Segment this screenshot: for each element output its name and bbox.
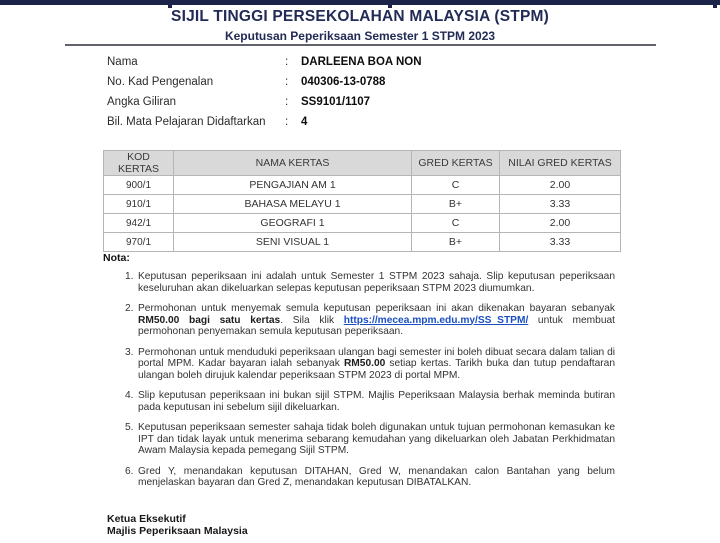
notes-list	[125, 271, 615, 498]
info-value: 040306-13-0788	[301, 76, 386, 88]
note-number: 1.	[125, 271, 134, 282]
note-number: 6.	[125, 465, 134, 477]
cell-kod-kertas: 910/1	[104, 195, 174, 214]
results-table	[103, 150, 621, 252]
note-bold-text: RM50.00 bagi satu kertas	[138, 314, 281, 326]
info-separator: :	[285, 116, 289, 128]
cell-nilai-gred-kertas: 3.33	[500, 233, 621, 252]
cell-nama-kertas: BAHASA MELAYU 1	[174, 195, 412, 214]
info-value: SS9101/1107	[301, 96, 371, 108]
results-table-head	[104, 151, 621, 176]
cell-nama-kertas: GEOGRAFI 1	[174, 214, 412, 233]
note-item	[125, 466, 615, 489]
table-row	[104, 233, 621, 252]
nota-heading: Nota:	[103, 252, 130, 264]
top-bar	[0, 0, 720, 5]
cell-nama-kertas: SENI VISUAL 1	[174, 233, 412, 252]
cell-gred-kertas: C	[412, 176, 500, 195]
info-label: Bil. Mata Pelajaran Didaftarkan	[107, 116, 266, 128]
cell-nilai-gred-kertas: 2.00	[500, 214, 621, 233]
note-number: 5.	[125, 422, 134, 433]
note-number: 4.	[125, 390, 134, 401]
column-header: KOD KERTAS	[104, 151, 174, 176]
note-item	[125, 303, 615, 338]
note-text: Permohonan untuk menyemak semula keputusan peperiksaan ini akan dikenakan bayaran sebanyak RM50.00 bagi satu kertas. Sila klik https://mecea.mpm.edu.my/SS_STPM/ untuk membuat permohonan penyemakan semula keputusan peperiksaan.	[138, 303, 615, 337]
info-separator: :	[285, 56, 289, 68]
signature-block	[107, 514, 248, 537]
note-text: Keputusan peperiksaan ini adalah untuk Semester 1 STPM 2023 sahaja. Slip keputusan peperiksaan keseluruhan akan dikeluarkan selepas keputusan peperiksaan STPM 2023 diumumkan.	[138, 271, 615, 294]
cell-nilai-gred-kertas: 2.00	[500, 176, 621, 195]
column-header: NILAI GRED KERTAS	[500, 151, 621, 176]
candidate-info-section	[107, 52, 422, 132]
info-label: Angka Giliran	[107, 96, 177, 108]
info-separator: :	[285, 76, 289, 88]
info-row	[107, 92, 422, 112]
table-row	[104, 176, 621, 195]
note-item	[125, 271, 615, 294]
note-link[interactable]: https://mecea.mpm.edu.my/SS_STPM/	[343, 314, 529, 326]
results-table-body	[104, 176, 621, 252]
note-text: Keputusan peperiksaan semester sahaja tidak boleh digunakan untuk tujuan permohonan kemasukan ke IPT dan tidak layak untuk menerima sebarang kemudahan yang dikeluarkan oleh Jabatan Perkhidmatan Awam Malaysia kepada pemegang Sijil STPM.	[138, 422, 615, 456]
note-item	[125, 347, 615, 382]
info-row	[107, 112, 422, 132]
column-header: NAMA KERTAS	[174, 151, 412, 176]
column-header: GRED KERTAS	[412, 151, 500, 176]
note-text: Slip keputusan peperiksaan ini bukan sijil STPM. Majlis Peperiksaan Malaysia berhak meminda butiran pada keputusan ini sebelum sijil dikeluarkan.	[138, 390, 615, 413]
info-label: Nama	[107, 56, 138, 68]
note-number: 2.	[125, 303, 134, 314]
results-header-row	[104, 151, 621, 176]
page-title: SIJIL TINGGI PERSEKOLAHAN MALAYSIA (STPM)	[171, 8, 549, 25]
cell-kod-kertas: 942/1	[104, 214, 174, 233]
table-row	[104, 214, 621, 233]
note-item	[125, 422, 615, 457]
signature-title: Ketua Eksekutif	[107, 513, 186, 525]
note-item	[125, 390, 615, 413]
note-text: Gred Y, menandakan keputusan DITAHAN, Gred W, menandakan calon Bantahan yang belum menjelaskan bayaran dan Gred Z, menandakan keputusan DIBATALKAN.	[138, 465, 615, 488]
note-number: 3.	[125, 346, 134, 358]
table-row	[104, 195, 621, 214]
note-text: Permohonan untuk menduduki peperiksaan ulangan bagi semester ini boleh dibuat secara dalam talian di portal MPM. Kadar bayaran ialah sebanyak RM50.00 setiap kertas. Tarikh buka dan tutup pendaftaran ulangan boleh dirujuk kalendar peperiksaan STPM 2023 di portal MPM.	[138, 346, 615, 381]
cell-kod-kertas: 900/1	[104, 176, 174, 195]
info-row	[107, 52, 422, 72]
cell-gred-kertas: B+	[412, 195, 500, 214]
cell-kod-kertas: 970/1	[104, 233, 174, 252]
note-bold-text: RM50.00	[343, 358, 386, 369]
info-label: No. Kad Pengenalan	[107, 76, 214, 88]
cell-nilai-gred-kertas: 3.33	[500, 195, 621, 214]
info-value: 4	[301, 116, 308, 128]
document-header	[0, 8, 720, 43]
info-separator: :	[285, 96, 289, 108]
signature-org: Majlis Peperiksaan Malaysia	[107, 524, 248, 537]
header-divider	[65, 44, 656, 46]
cell-gred-kertas: B+	[412, 233, 500, 252]
info-row	[107, 72, 422, 92]
cell-nama-kertas: PENGAJIAN AM 1	[174, 176, 412, 195]
page-subtitle: Keputusan Peperiksaan Semester 1 STPM 2023	[224, 29, 496, 43]
info-value: DARLEENA BOA NON	[301, 56, 422, 68]
cell-gred-kertas: C	[412, 214, 500, 233]
